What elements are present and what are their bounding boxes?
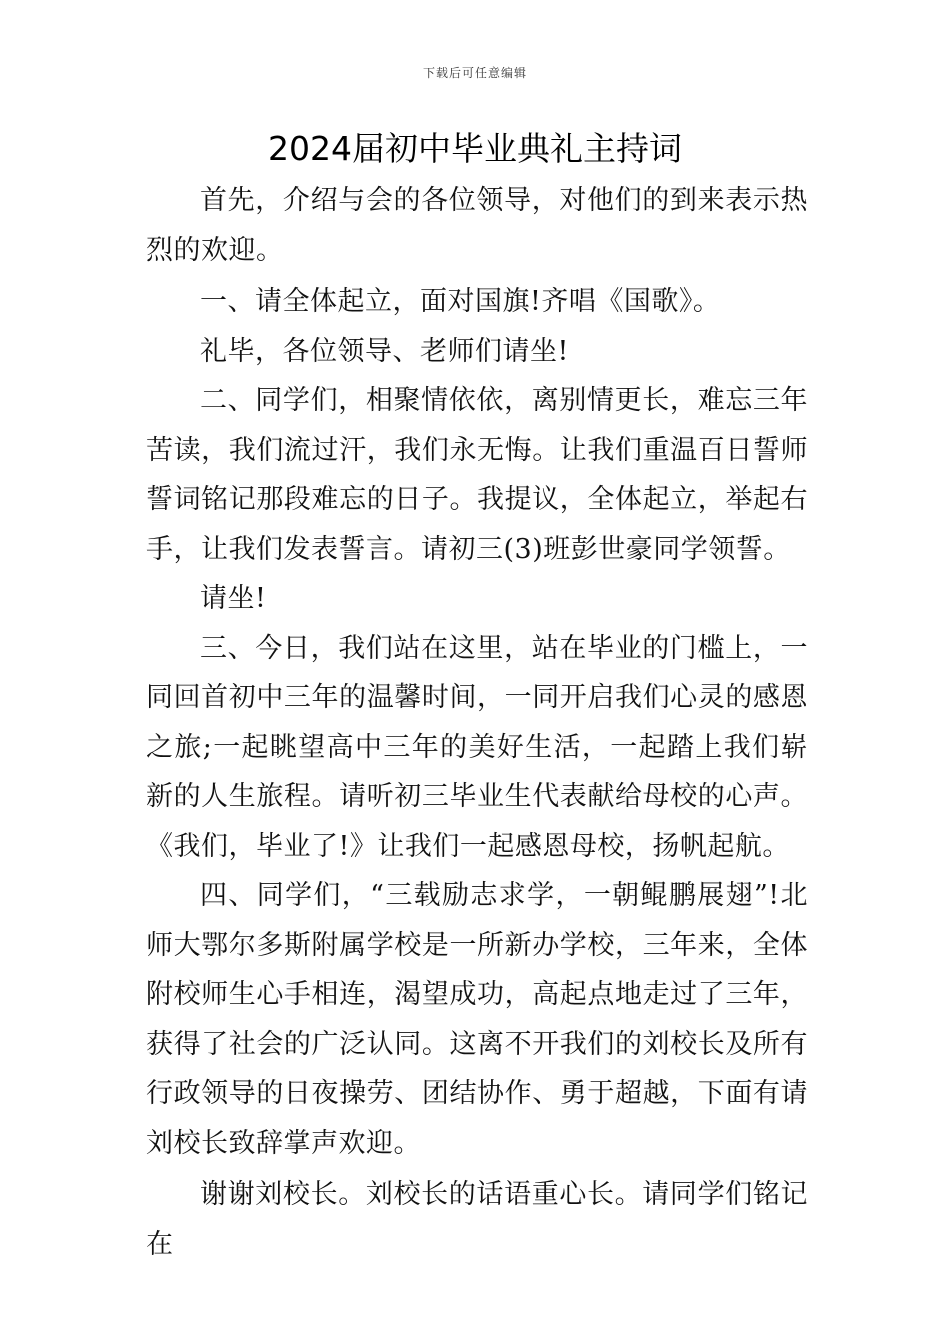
paragraph-intro: 首先，介绍与会的各位领导，对他们的到来表示热烈的欢迎。 [146,185,808,266]
paragraph-anthem: 一、请全体起立，面对国旗!齐唱《国歌》。 [200,286,721,317]
header-note: 下载后可任意编辑 [422,66,527,80]
paragraph-graduate-voice: 三、今日，我们站在这里，站在毕业的门槛上，一同回首初中三年的温馨时间，一同开启我们心灵的感恩之旅;一起眺望高中三年的美好生活，一起踏上我们崭新的人生旅程。请听初三毕业生代表献给母校的心声。《我们，毕业了!》让我们一起感恩母校，扬帆起航。 [146,632,808,862]
paragraph-be-seated: 礼毕，各位领导、老师们请坐! [200,335,569,367]
document-title: 2024届初中毕业典礼主持词 [268,129,682,168]
paragraph-principal-speech: 四、同学们，“三载励志求学，一朝鲲鹏展翅”!北师大鄂尔多斯附属学校是一所新办学校，三年来，全体附校师生心手相连，渴望成功，高起点地走过了三年，获得了社会的广泛认同。这离不开我们的刘校长及所有行政领导的日夜操劳、团结协作、勇于超越，下面有请刘校长致辞掌声欢迎。 [146,880,808,1159]
document-body [146,176,808,1269]
paragraph-thanks: 谢谢刘校长。刘校长的话语重心长。请同学们铭记在 [146,1179,808,1260]
paragraph-oath: 二、同学们，相聚情依依，离别情更长，难忘三年苦读，我们流过汗，我们永无悔。让我们重温百日誓师誓词铭记那段难忘的日子。我提议，全体起立，举起右手，让我们发表誓言。请初三(3)班彭世豪同学领誓。 [146,385,808,565]
paragraph-sit-down: 请坐! [200,583,267,614]
